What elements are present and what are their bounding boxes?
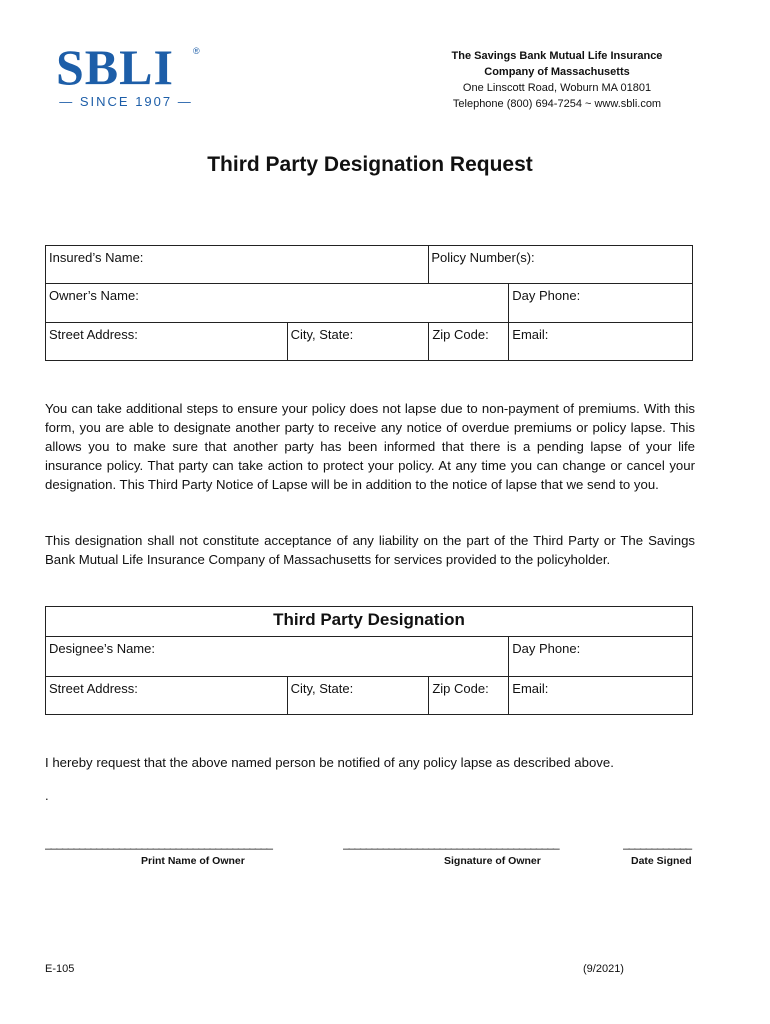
company-contact: Telephone (800) 694-7254 ~ www.sbli.com: [452, 98, 662, 110]
sbli-logo: [56, 39, 204, 112]
designee-street-address-field[interactable]: Street Address:: [46, 677, 288, 715]
print-name-label: Print Name of Owner: [141, 855, 245, 867]
revision-date: (9/2021): [583, 963, 624, 975]
designee-day-phone-field[interactable]: Day Phone:: [509, 637, 693, 677]
date-signed-line[interactable]: ____________: [623, 836, 692, 850]
designee-email-field[interactable]: Email:: [509, 677, 693, 715]
owner-day-phone-field[interactable]: Day Phone:: [509, 284, 693, 323]
logo-wordmark: SBLI: [56, 39, 174, 95]
policy-numbers-field[interactable]: [429, 246, 693, 284]
owner-street-address-field[interactable]: Street Address:: [46, 323, 288, 361]
stray-period: .: [45, 788, 49, 803]
company-name-line2: Company of Massachusetts: [484, 66, 630, 78]
owner-zip-code-field[interactable]: Zip Code:: [429, 323, 509, 361]
owner-city-state-field[interactable]: City, State:: [287, 323, 429, 361]
insured-name-field[interactable]: Insured’s Name:: [46, 246, 429, 284]
company-info: [440, 48, 674, 112]
liability-disclaimer: This designation shall not constitute acceptance of any liability on the part of the Third Party or The Savings Bank Mutual Life Insurance Company of Massachusetts for services provided to the policyholder.: [45, 533, 695, 567]
designee-info-table: [45, 606, 693, 715]
designee-city-state-field[interactable]: City, State:: [287, 677, 429, 715]
designee-name-field[interactable]: Designee’s Name:: [46, 637, 509, 677]
designee-section-heading: Third Party Designation: [46, 607, 693, 637]
signature-label: Signature of Owner: [444, 855, 541, 867]
registered-mark-icon: ®: [193, 46, 200, 56]
print-name-line[interactable]: ________________________________________: [45, 836, 272, 850]
policy-numbers-label: Policy Number(s):: [431, 250, 535, 265]
date-signed-label: Date Signed: [631, 855, 692, 867]
owner-info-table: [45, 245, 693, 361]
request-statement: I hereby request that the above named person be notified of any policy lapse as described above.: [45, 755, 614, 770]
page-title: Third Party Designation Request: [207, 153, 533, 176]
company-address: One Linscott Road, Woburn MA 01801: [462, 82, 652, 94]
form-number: E-105: [45, 963, 75, 975]
explanation-paragraph: You can take additional steps to ensure your policy does not lapse due to non-payment of premiums. With this form, you are able to designate another party to receive any notice of overdue premiums or policy lapse. This allows you to make sure that another party has been informed that there is a pending lapse of your life insurance policy. That party can take action to protect your policy. At any time you can change or cancel your designation. This Third Party Notice of Lapse will be in addition to the notice of lapse that we send to you.: [45, 401, 695, 492]
owner-email-field[interactable]: Email:: [509, 323, 693, 361]
company-name-line1: The Savings Bank Mutual Life Insurance: [451, 50, 663, 62]
signature-line[interactable]: ______________________________________: [343, 836, 559, 850]
designee-zip-code-field[interactable]: Zip Code:: [429, 677, 509, 715]
logo-tagline: — SINCE 1907 —: [59, 94, 193, 109]
owner-name-field[interactable]: Owner’s Name:: [46, 284, 509, 323]
